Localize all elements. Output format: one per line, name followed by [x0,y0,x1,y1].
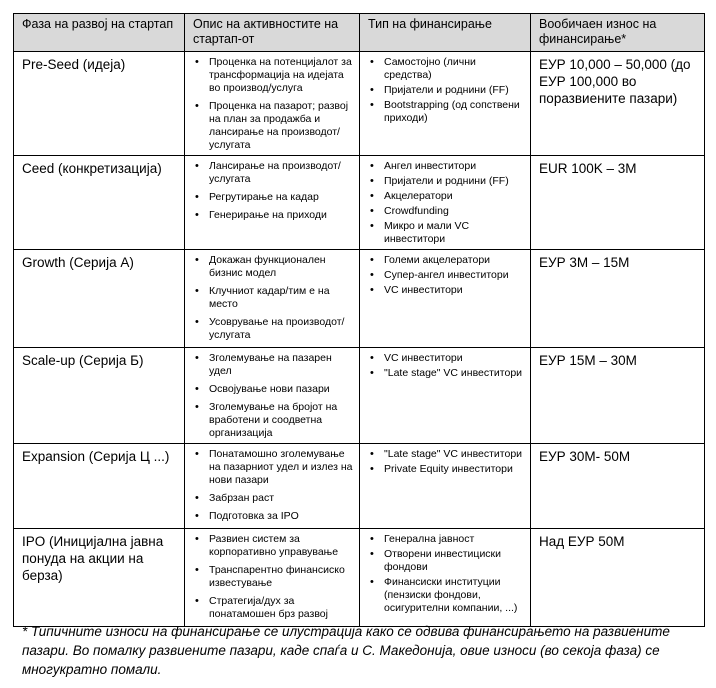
list-item: • Зголемување на бројот на вработени и соодветна организација [193,401,353,440]
header-financing-type: Тип на финансирање [360,14,531,52]
table-row [14,250,705,348]
list-item: • Crowdfunding [368,205,524,218]
phase-cell: Scale-up (Серија Б) [14,348,185,444]
amount-cell: EUR 100K – 3M [531,156,705,250]
phase-cell: Growth (Серија А) [14,250,185,348]
financing-list [368,254,524,297]
table-row [14,348,705,444]
table-row [14,52,705,156]
list-item: • Генерирање на приходи [193,209,353,222]
list-item: • "Late stage" VC инвеститори [368,448,524,461]
list-item: • Развиен систем за корпоративно управување [193,533,353,559]
activities-cell [185,250,360,348]
financing-cell [360,156,531,250]
list-item: • Отворени инвестициски фондови [368,548,524,574]
list-item: • VC инвеститори [368,284,524,297]
activities-list [193,160,353,222]
list-item: • Лансирање на производот/услугата [193,160,353,186]
phase-cell: Expansion (Серија Ц ...) [14,444,185,529]
financing-list [368,56,524,125]
list-item: • Пријатели и роднини (FF) [368,175,524,188]
list-item: • Освојување нови пазари [193,383,353,396]
phase-cell: IPO (Иницијална јавна понуда на акции на берза) [14,529,185,627]
list-item: • Забрзан раст [193,492,353,505]
list-item: • "Late stage" VC инвеститори [368,367,524,380]
header-phase: Фаза на развој на стартап [14,14,185,52]
activities-cell [185,348,360,444]
financing-list [368,448,524,476]
list-item: • Финансиски институции (пензиски фондови, осигурителни компании, ...) [368,576,524,615]
list-item: • Проценка на потенцијалот за трансформација на идејата во производ/услуга [193,56,353,95]
phase-cell: Сеed (конкретизација) [14,156,185,250]
table-header-row [14,14,705,52]
footnote: * Типичните износи на финансирање се илустрација како се одвива финансирањето на развиените пазари. Во помалку развиените пазари, каде спаѓа и С. Македонија, овие износи (во секоја фаза) се многукратно помали. [22,624,670,677]
financing-cell [360,52,531,156]
header-activities: Опис на активностите на стартап-от [185,14,360,52]
financing-cell [360,529,531,627]
list-item: • Пријатели и роднини (FF) [368,84,524,97]
activities-list [193,533,353,621]
financing-cell [360,444,531,529]
table-row [14,156,705,250]
startup-financing-table [13,13,705,627]
list-item: • VC инвеститори [368,352,524,365]
list-item: • Акцелератори [368,190,524,203]
activities-list [193,448,353,523]
list-item: • Генерална јавност [368,533,524,546]
list-item: • Транспарентно финансиско известување [193,564,353,590]
activities-cell [185,529,360,627]
list-item: • Докажан функционален бизнис модел [193,254,353,280]
financing-table-container [13,13,704,627]
financing-list [368,533,524,615]
list-item: • Микро и мали VC инвеститори [368,220,524,246]
list-item: • Големи акцелератори [368,254,524,267]
list-item: • Регрутирање на кадар [193,191,353,204]
activities-list [193,56,353,152]
amount-cell: ЕУР 3M – 15M [531,250,705,348]
financing-list [368,352,524,380]
phase-cell: Pre-Seed (идеја) [14,52,185,156]
list-item: • Ангел инвеститори [368,160,524,173]
list-item: • Стратегија/дух за понатамошен брз развој [193,595,353,621]
list-item: • Зголемување на пазарен удел [193,352,353,378]
list-item: • Подготовка за IPO [193,510,353,523]
financing-cell [360,250,531,348]
list-item: • Самостојно (лични средства) [368,56,524,82]
list-item: • Понатамошно зголемување на пазарниот удел и излез на нови пазари [193,448,353,487]
amount-cell: ЕУР 15M – 30M [531,348,705,444]
activities-cell [185,156,360,250]
activities-list [193,352,353,440]
list-item: • Усоврување на производот/услугата [193,316,353,342]
list-item: • Клучниот кадар/тим е на место [193,285,353,311]
amount-cell: ЕУР 10,000 – 50,000 (до ЕУР 100,000 во поразвиените пазари) [531,52,705,156]
list-item: • Private Equity инвеститори [368,463,524,476]
table-row [14,529,705,627]
financing-list [368,160,524,246]
amount-cell: ЕУР 30M- 50M [531,444,705,529]
list-item: • Bootstrapping (од сопствени приходи) [368,99,524,125]
header-amount: Вообичаен износ на финансирање* [531,14,705,52]
financing-cell [360,348,531,444]
list-item: • Проценка на пазарот; развој на план за продажба и лансирање на производот/услугата [193,100,353,152]
list-item: • Супер-ангел инвеститори [368,269,524,282]
activities-list [193,254,353,342]
activities-cell [185,52,360,156]
activities-cell [185,444,360,529]
amount-cell: Над ЕУР 50M [531,529,705,627]
table-row [14,444,705,529]
